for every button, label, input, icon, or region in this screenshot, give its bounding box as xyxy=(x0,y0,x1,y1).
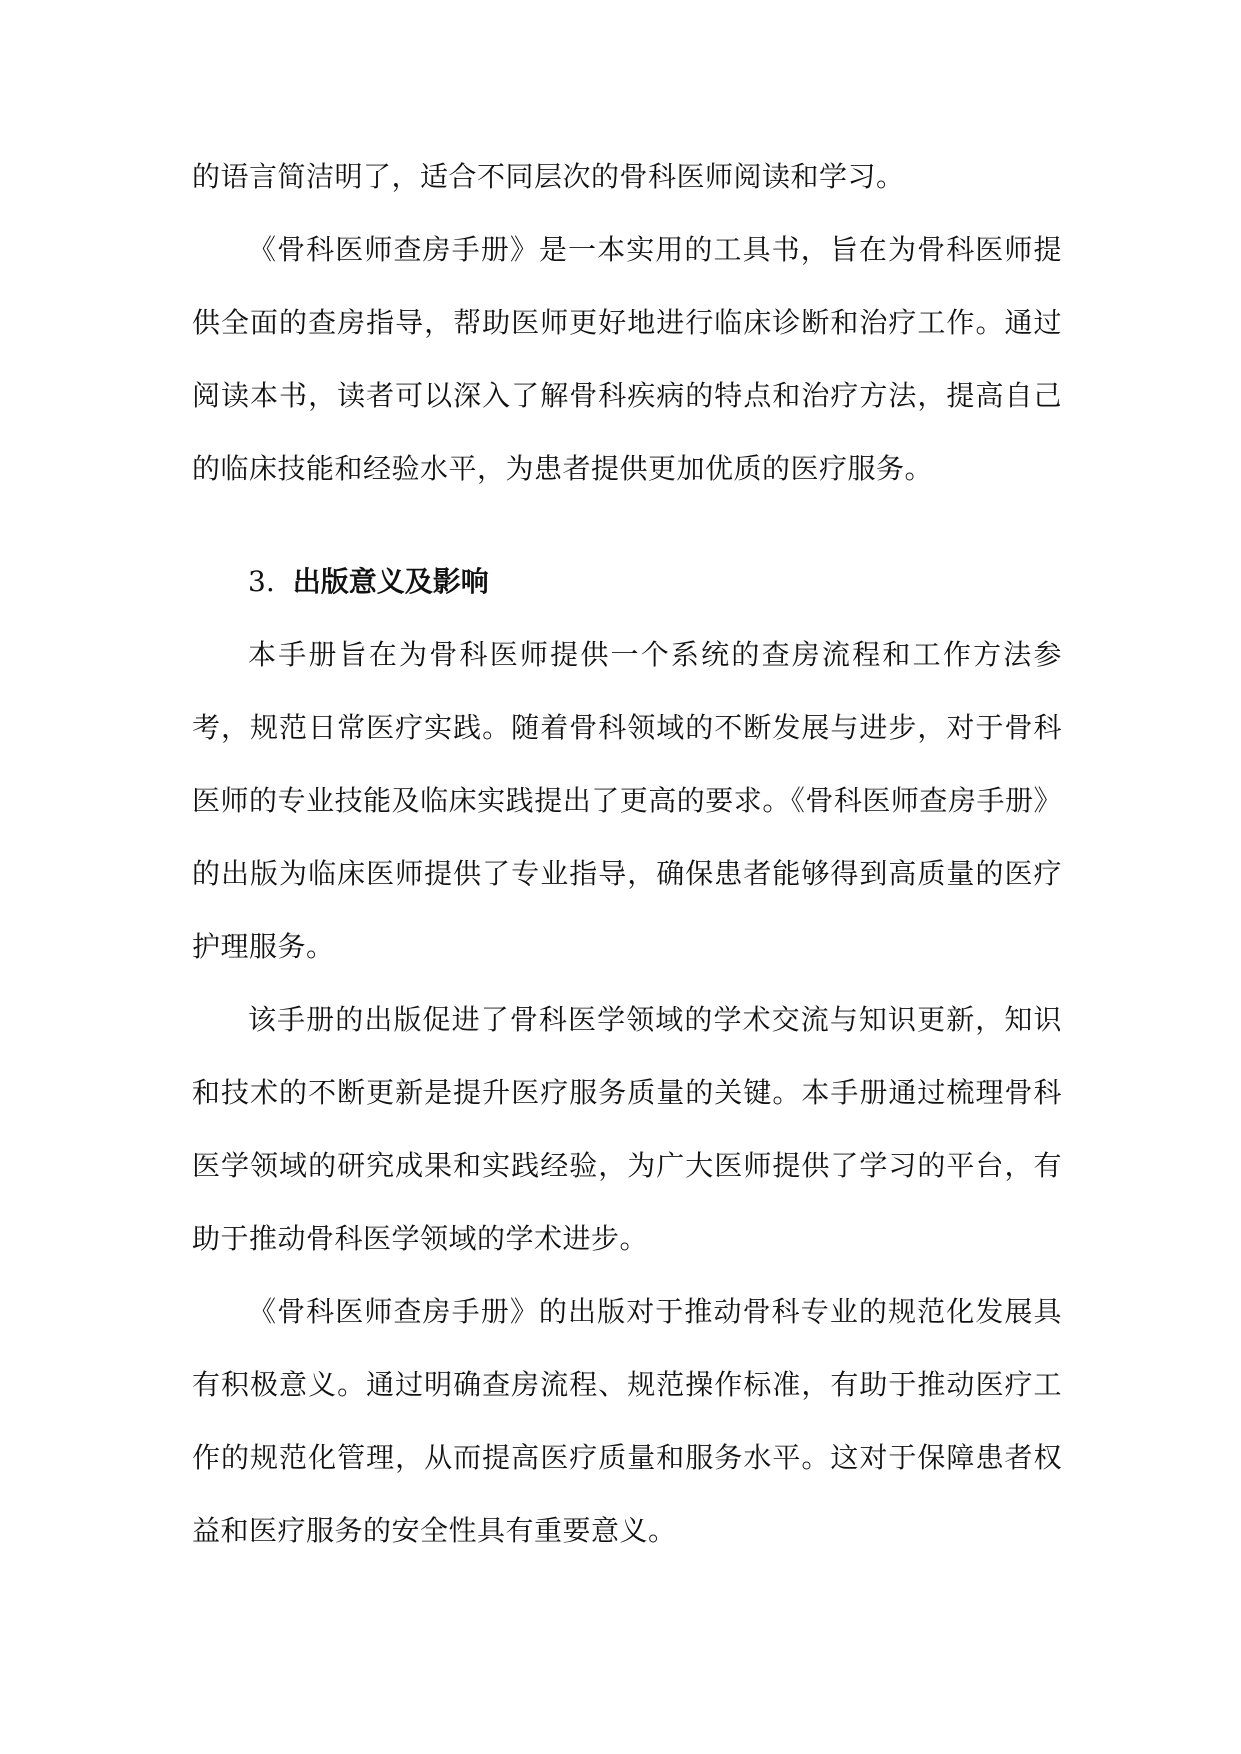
paragraph-purpose: 本手册旨在为骨科医师提供一个系统的查房流程和工作方法参考，规范日常医疗实践。随着骨科领域的不断发展与进步，对于骨科医师的专业技能及临床实践提出了更高的要求。《骨科医师查房手册》的出版为临床医师提供了专业指导，确保患者能够得到高质量的医疗护理服务。 xyxy=(192,638,1062,963)
paragraph-standardization: 《骨科医师查房手册》的出版对于推动骨科专业的规范化发展具有积极意义。通过明确查房流程、规范操作标准，有助于推动医疗工作的规范化管理，从而提高医疗质量和服务水平。这对于保障患者权益和医疗服务的安全性具有重要意义。 xyxy=(192,1295,1062,1547)
paragraph-book-summary: 《骨科医师查房手册》是一本实用的工具书，旨在为骨科医师提供全面的查房指导，帮助医师更好地进行临床诊断和治疗工作。通过阅读本书，读者可以深入了解骨科疾病的特点和治疗方法，提高自己的临床技能和经验水平，为患者提供更加优质的医疗服务。 xyxy=(192,233,1062,485)
paragraph-continued-intro: 的语言简洁明了，适合不同层次的骨科医师阅读和学习。 xyxy=(192,160,905,193)
section-heading xyxy=(192,545,1062,618)
paragraph-academic-exchange: 该手册的出版促进了骨科医学领域的学术交流与知识更新，知识和技术的不断更新是提升医疗服务质量的关键。本手册通过梳理骨科医学领域的研究成果和实践经验，为广大医师提供了学习的平台，有助于推动骨科医学领域的学术进步。 xyxy=(192,1003,1062,1255)
section-number: 3. xyxy=(248,565,275,598)
page-content xyxy=(192,140,1062,1567)
section-title: 出版意义及影响 xyxy=(292,565,489,598)
